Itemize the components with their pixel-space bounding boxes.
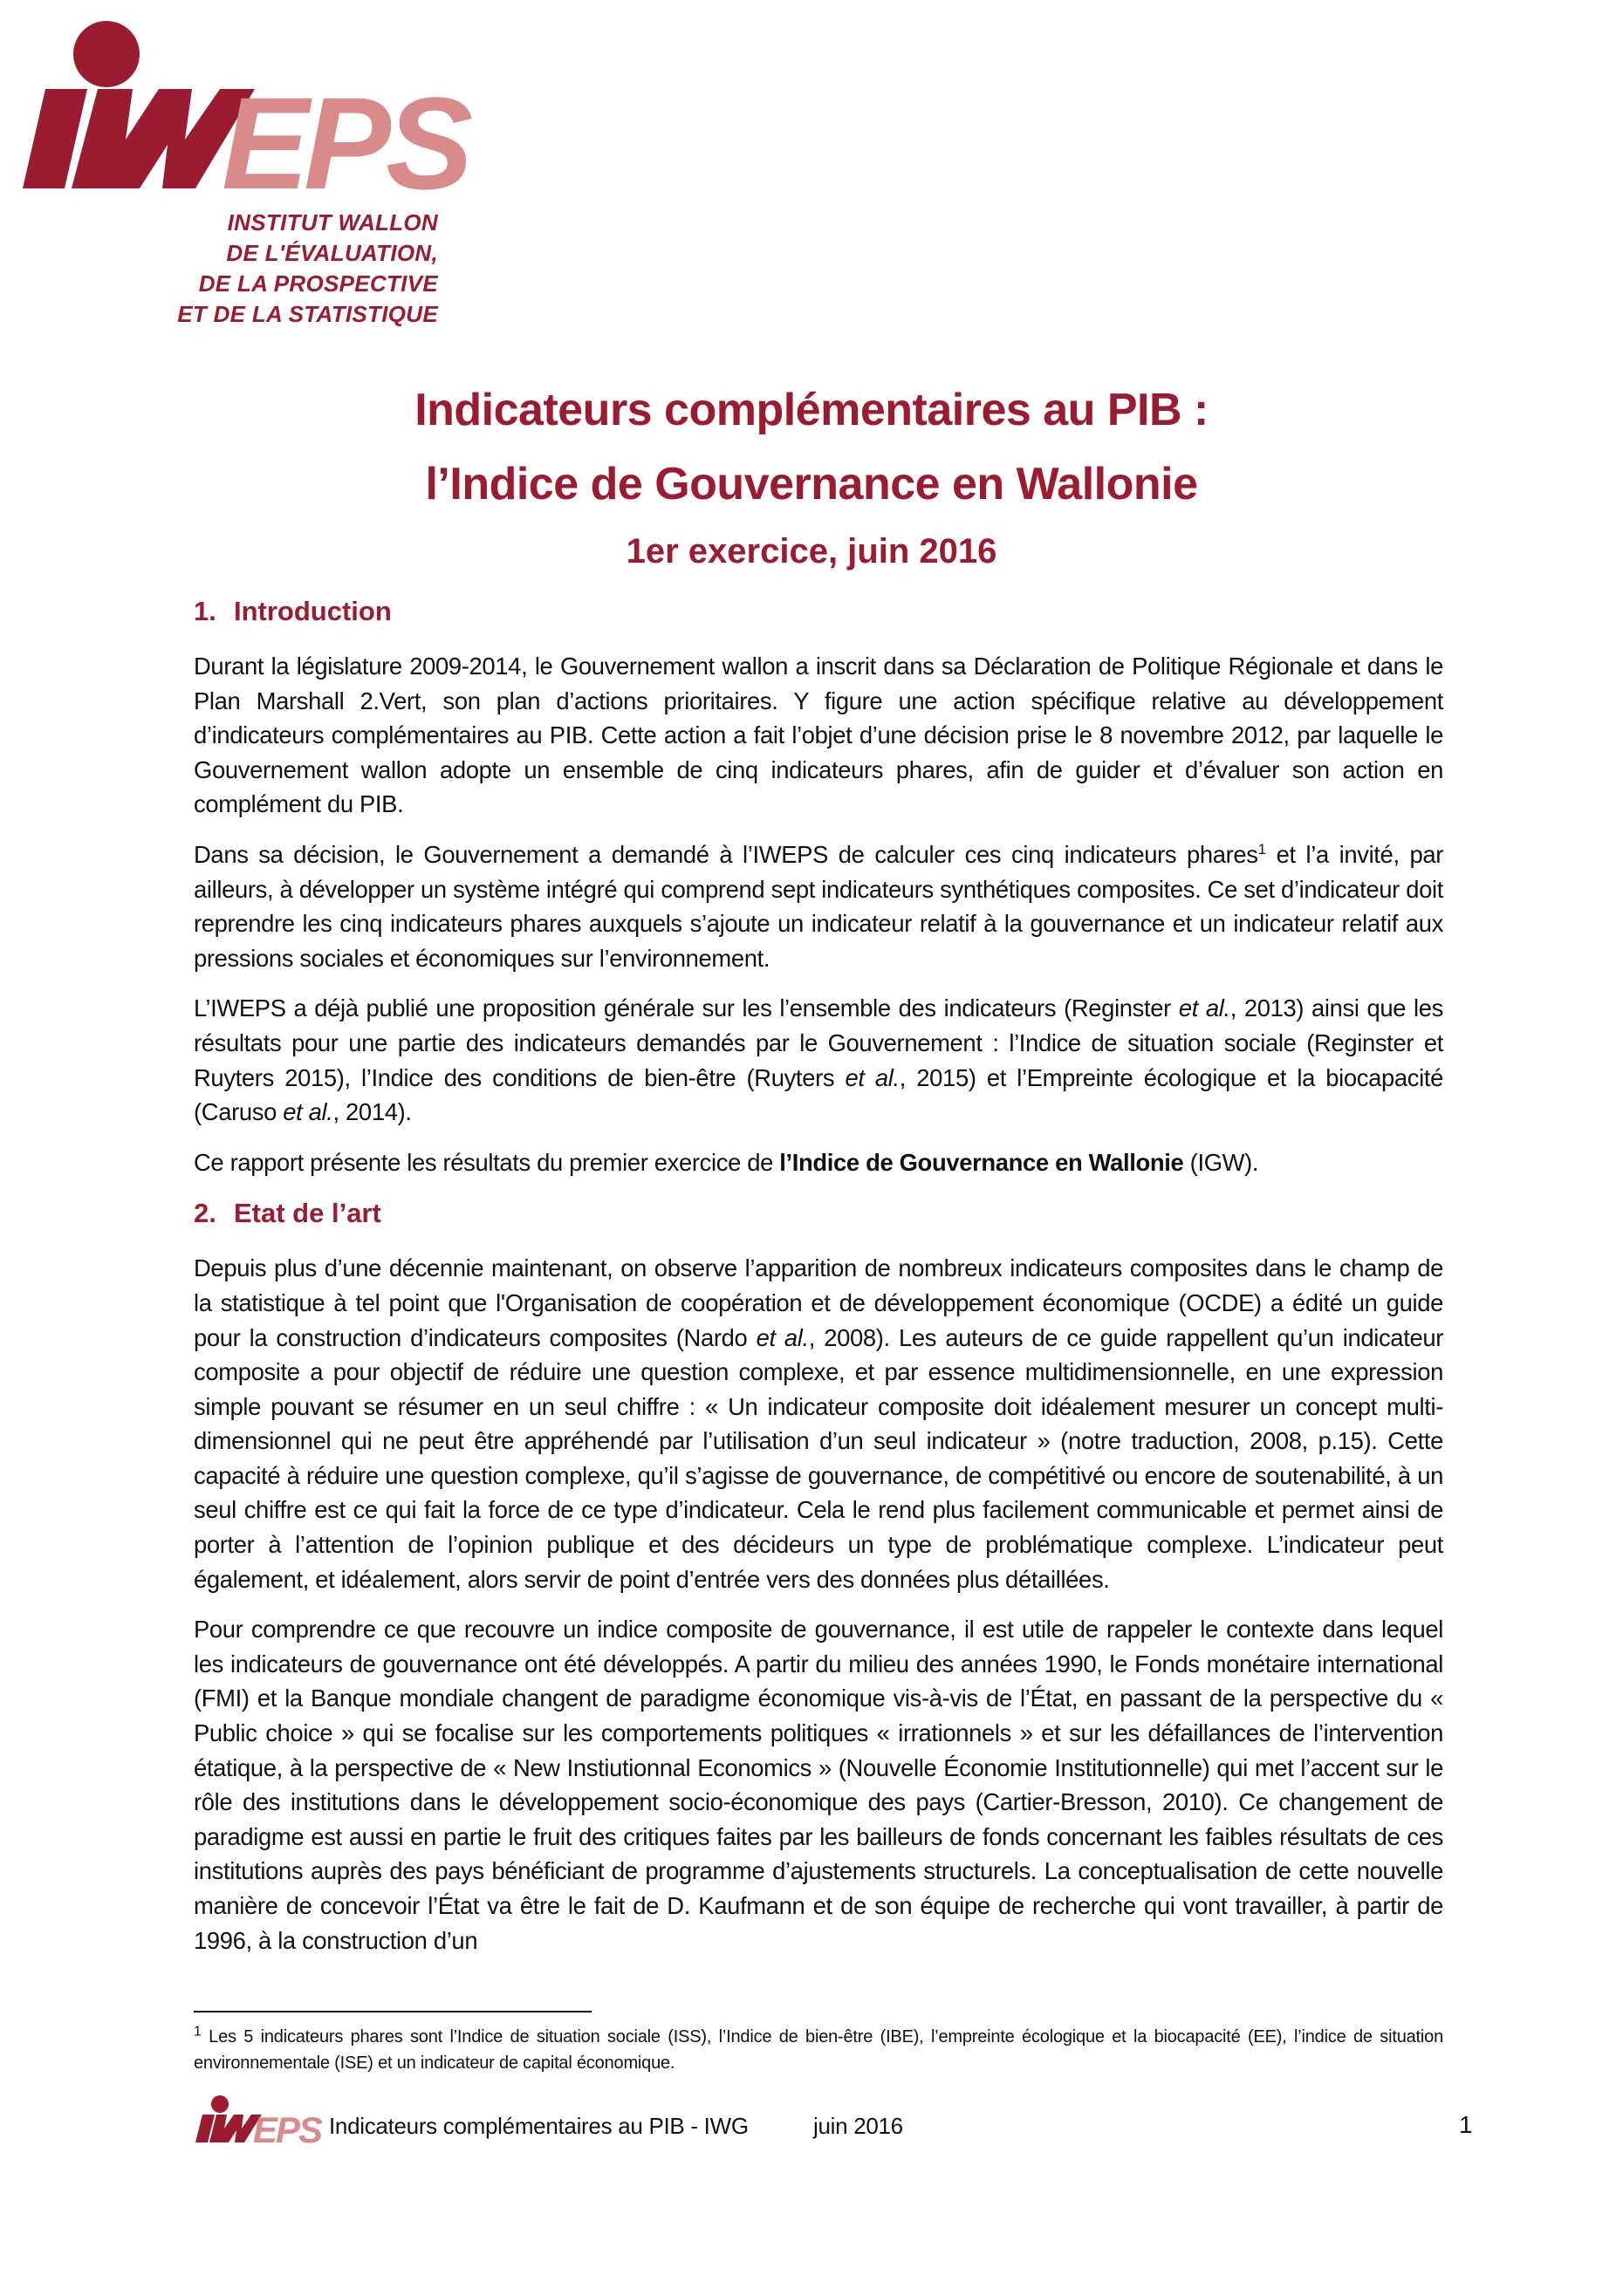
paragraph-text: L’IWEPS a déjà publié une proposition générale sur les l’ensemble des indicateurs (Reginster bbox=[194, 994, 1179, 1022]
paragraph bbox=[194, 1251, 1443, 1596]
document-body bbox=[194, 593, 1443, 1958]
paragraph-text: et l’a invité, par ailleurs, à développer un système intégré qui comprend sept indicateurs synthétiques composites. Ce set d’indicateur doit reprendre les cinq indicateurs phares auxquels s’ajoute un indicateur relatif à la gouvernance et un indicateur relatif aux pressions sociales et économiques sur l’environnement. bbox=[194, 840, 1444, 972]
section-title: Etat de l’art bbox=[234, 1198, 381, 1229]
document-title-line2: l’Indice de Gouvernance en Wallonie bbox=[425, 459, 1198, 509]
footnote-reference[interactable]: 1 bbox=[1257, 840, 1266, 858]
logo-subtitle-line: DE LA PROSPECTIVE bbox=[198, 270, 438, 297]
section-number: 2. bbox=[194, 1198, 216, 1229]
paragraph-text: , 2008). Les auteurs de ce guide rappellent qu’un indicateur composite a pour objectif de réduire une question complexe, et par essence multidimensionnelle, en une expression simple pouvant se résumer en un seul chiffre : « Un indicateur composite doit idéalement mesurer un concept multi-dimensionnel qui ne peut être appréhendé par l’utilisation d’un seul indicateur » (notre traduction, 2008, p.15). Cette capacité à réduire une question complexe, qu’il s’agisse de gouvernance, de compétitivé ou encore de soutenabilité, à un seul chiffre est ce qui fait la force de ce type d’indicateur. Cela le rend plus facilement communicable et permet ainsi de porter à l’attention de l’opinion publique et des décideurs un type de problématique complexe. L’indicateur peut également, et idéalement, alors servir de point d’entrée vers des données plus détaillées. bbox=[194, 1323, 1443, 1593]
iweps-footer-logo bbox=[194, 2094, 325, 2150]
page-number: 1 bbox=[1459, 2111, 1473, 2138]
citation-etal: et al. bbox=[1178, 994, 1230, 1022]
citation-etal: et al. bbox=[756, 1323, 809, 1351]
paragraph-text: Dans sa décision, le Gouvernement a demandé à l’IWEPS de calculer ces cinq indicateurs phares bbox=[194, 840, 1258, 868]
paragraph-text: Ce rapport présente les résultats du premier exercice de bbox=[194, 1148, 780, 1176]
logo-subtitle-line: DE L'ÉVALUATION, bbox=[226, 240, 438, 266]
iweps-logo bbox=[19, 17, 469, 331]
paragraph-text: (IGW). bbox=[1183, 1148, 1259, 1176]
paragraph bbox=[194, 991, 1443, 1129]
footnote-marker: 1 bbox=[194, 2024, 202, 2040]
svg-text:EPS: EPS bbox=[253, 2109, 322, 2150]
paragraph: Durant la législature 2009-2014, le Gouvernement wallon a inscrit dans sa Déclaration de Politique Régionale et dans le Plan Marshall 2.Vert, son plan d’actions prioritaires. Y figure une action spécifique relative au développement d’indicateurs complémentaires au PIB. Cette action a fait l’objet d’une décision prise le 8 novembre 2012, par laquelle le Gouvernement wallon adopte un ensemble de cinq indicateurs phares, afin de guider et d’évaluer son action en complément du PIB. bbox=[194, 653, 1443, 818]
footnote bbox=[194, 2024, 1443, 2076]
paragraph-text: , 2015) et l’Empreinte écologique et la biocapacité (Caruso bbox=[194, 1063, 1443, 1126]
paragraph-text: , 2013) ainsi que les résultats pour une partie des indicateurs demandés par le Gouvernement : l’Indice de situation sociale (Reginster et Ruyters 2015), l’Indice des conditions de bien-être (Ruyters bbox=[194, 994, 1443, 1091]
paragraph-text: Depuis plus d’une décennie maintenant, on observe l’apparition de nombreux indicateurs composites dans le champ de la statistique à tel point que l'Organisation de coopération et de développement économique (OCDE) a édité un guide pour la construction d’indicateurs composites (Nardo bbox=[194, 1254, 1443, 1351]
paragraph: Pour comprendre ce que recouvre un indice composite de gouvernance, il est utile de rappeler le contexte dans lequel les indicateurs de gouvernance ont été développés. A partir du milieu des années 1990, le Fonds monétaire international (FMI) et la Banque mondiale changent de paradigme économique vis-à-vis de l’État, en passant de la perspective du « Public choice » qui se focalise sur les comportements politiques « irrationnels » et sur les défaillances de l’intervention étatique, à la perspective de « New Instiutionnal Economics » (Nouvelle Économie Institutionnelle) qui met l’accent sur le rôle des institutions dans le développement socio-économique des pays (Cartier-Bresson, 2010). Ce changement de paradigme est aussi en partie le fruit des critiques faites par les bailleurs de fonds concernant les faibles résultats de ces institutions auprès des pays bénéficiant de programme d’ajustements structurels. La conceptualisation de cette nouvelle manière de concevoir l’État va être le fait de D. Kaufmann et de son équipe de recherche qui vont travailler, à partir de 1996, à la construction d’un bbox=[194, 1616, 1443, 1954]
document-title-line1: Indicateurs complémentaires au PIB : bbox=[414, 385, 1209, 435]
paragraph bbox=[194, 1145, 1443, 1180]
footer-title: Indicateurs complémentaires au PIB - IWG bbox=[329, 2113, 749, 2139]
footnote-text: Les 5 indicateurs phares sont l’Indice de situation sociale (ISS), l’Indice de bien-être (IBE), l’empreinte écologique et la biocapacité (EE), l’indice de situation environnementale (ISE) et un indicateur de capital économique. bbox=[194, 2027, 1443, 2073]
section-number: 1. bbox=[194, 596, 216, 626]
citation-etal: et al. bbox=[845, 1063, 900, 1091]
section-heading-etat-de-l-art bbox=[194, 1195, 1443, 1232]
logo-subtitle bbox=[159, 208, 438, 330]
footer-date: juin 2016 bbox=[813, 2113, 903, 2139]
iweps-logo-mark bbox=[19, 17, 469, 216]
emphasis-igw: l’Indice de Gouvernance en Wallonie bbox=[779, 1148, 1184, 1176]
page-footer bbox=[194, 2094, 1473, 2150]
svg-text:EPS: EPS bbox=[222, 70, 469, 216]
logo-subtitle-line: INSTITUT WALLON bbox=[227, 209, 438, 236]
footnote-separator bbox=[194, 2011, 592, 2012]
paragraph-text: , 2014). bbox=[332, 1098, 412, 1126]
logo-subtitle-line: ET DE LA STATISTIQUE bbox=[177, 301, 438, 327]
document-subtitle: 1er exercice, juin 2016 bbox=[626, 532, 997, 571]
citation-etal: et al. bbox=[283, 1098, 333, 1126]
section-title: Introduction bbox=[234, 596, 392, 626]
section-heading-introduction bbox=[194, 593, 1443, 630]
paragraph bbox=[194, 837, 1443, 975]
